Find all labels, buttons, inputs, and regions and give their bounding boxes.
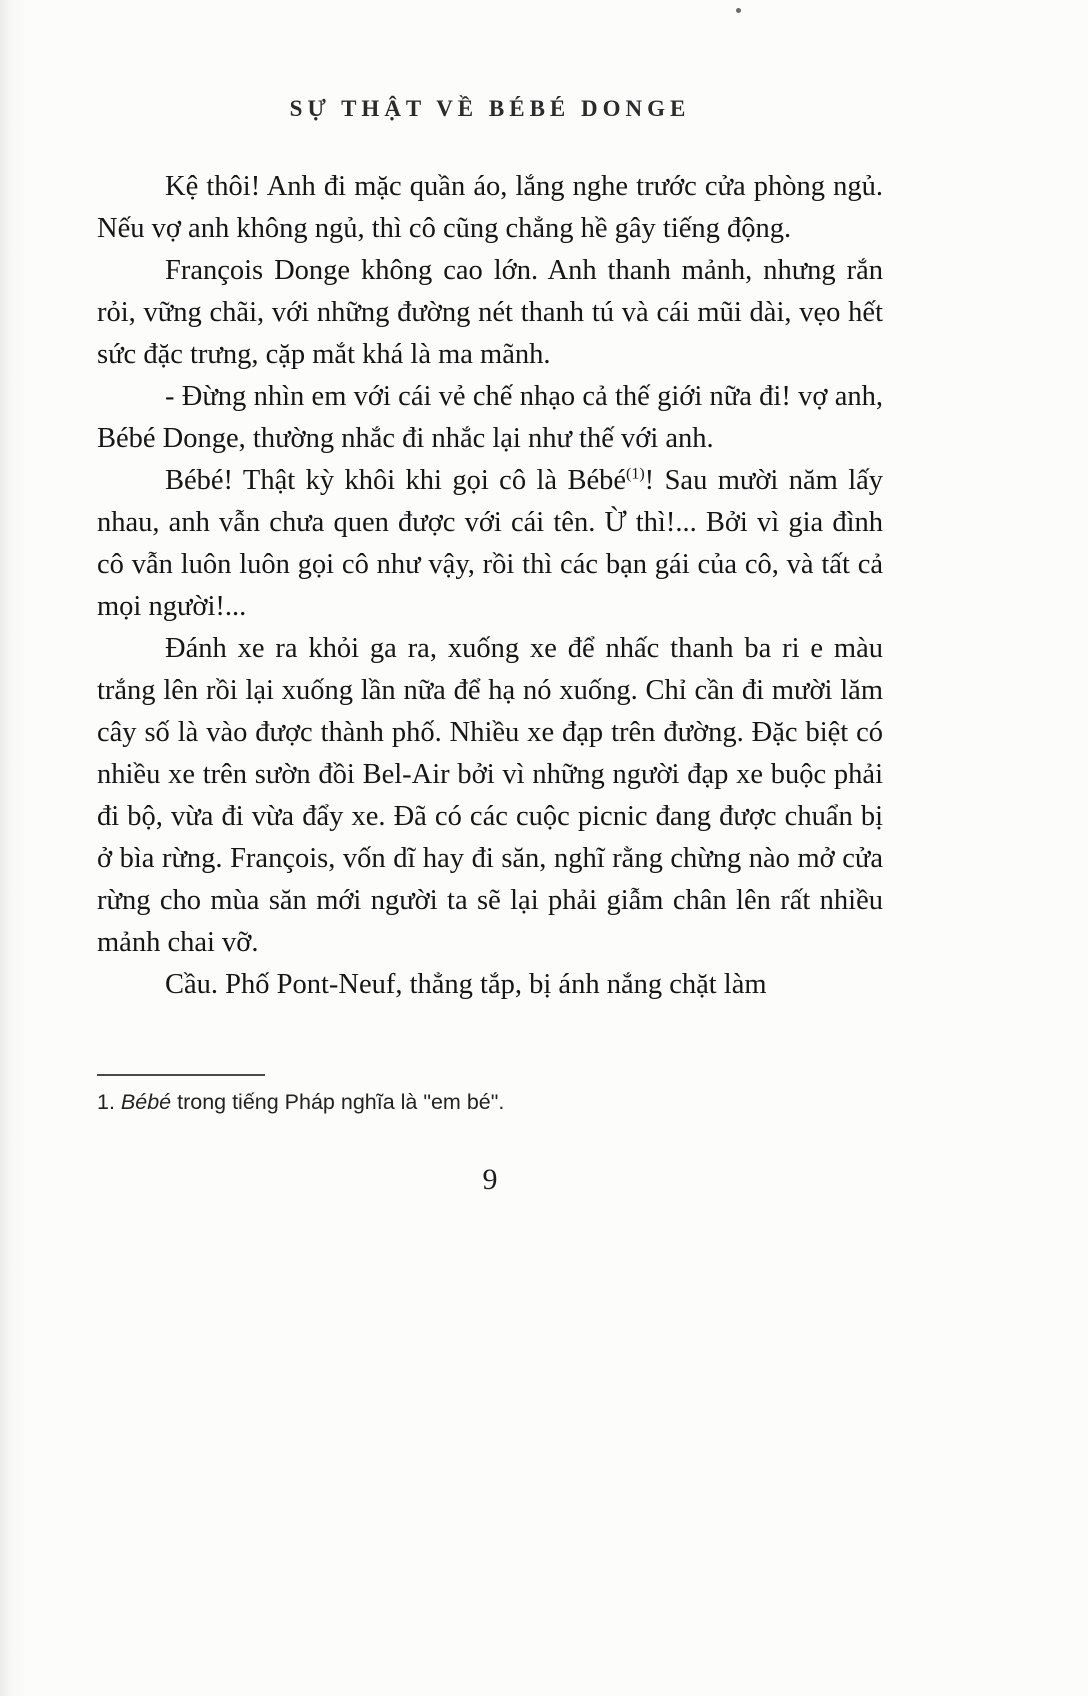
paragraph-with-footnote-ref xyxy=(97,460,883,628)
body-text xyxy=(97,166,883,1006)
footnote-reference: (1) xyxy=(626,465,645,483)
running-header: SỰ THẬT VỀ BÉBÉ DONGE xyxy=(289,96,691,121)
paragraph: François Donge không cao lớn. Anh thanh mảnh, nhưng rắn rỏi, vững chãi, với những đường nét thanh tú và cái mũi dài, vẹo hết sức đặc trưng, cặp mắt khá là ma mãnh. xyxy=(97,255,883,370)
footnote xyxy=(97,1090,883,1115)
paragraph: Đánh xe ra khỏi ga ra, xuống xe để nhấc thanh ba ri e màu trắng lên rồi lại xuống lần nữa để hạ nó xuống. Chỉ cần đi mười lăm cây số là vào được thành phố. Nhiều xe đạp trên đường. Đặc biệt có nhiều xe trên sườn đồi Bel-Air bởi vì những người đạp xe buộc phải đi bộ, vừa đi vừa đẩy xe. Đã có các cuộc picnic đang được chuẩn bị ở bìa rừng. François, vốn dĩ hay đi săn, nghĩ rằng chừng nào mở cửa rừng cho mùa săn mới người ta sẽ lại phải giẫm chân lên rất nhiều mảnh chai vỡ. xyxy=(97,633,883,958)
footnote-divider xyxy=(97,1074,265,1076)
footnote-number: 1. xyxy=(97,1090,121,1114)
footnote-block xyxy=(97,1074,883,1115)
paragraph-text: ! Sau mười năm lấy nhau, anh vẫn chưa quen được với cái tên. Ừ thì!... Bởi vì gia đình cô vẫn luôn luôn gọi cô như vậy, rồi thì các bạn gái của cô, và tất cả mọi người!... xyxy=(97,465,884,622)
footnote-text: trong tiếng Pháp nghĩa là "em bé". xyxy=(171,1090,505,1114)
paragraph: Cầu. Phố Pont-Neuf, thẳng tắp, bị ánh nắng chặt làm xyxy=(165,969,767,1000)
scan-artifact xyxy=(736,8,741,13)
footnote-term: Bébé xyxy=(120,1090,172,1114)
paragraph: Kệ thôi! Anh đi mặc quần áo, lắng nghe trước cửa phòng ngủ. Nếu vợ anh không ngủ, thì cô cũng chẳng hề gây tiếng động. xyxy=(97,171,883,244)
paragraph: - Đừng nhìn em với cái vẻ chế nhạo cả thế giới nữa đi! vợ anh, Bébé Donge, thường nhắc đi nhắc lại như thế với anh. xyxy=(97,381,883,454)
paragraph-text: Bébé! Thật kỳ khôi khi gọi cô là Bébé xyxy=(165,465,627,496)
page-number: 9 xyxy=(482,1163,498,1196)
